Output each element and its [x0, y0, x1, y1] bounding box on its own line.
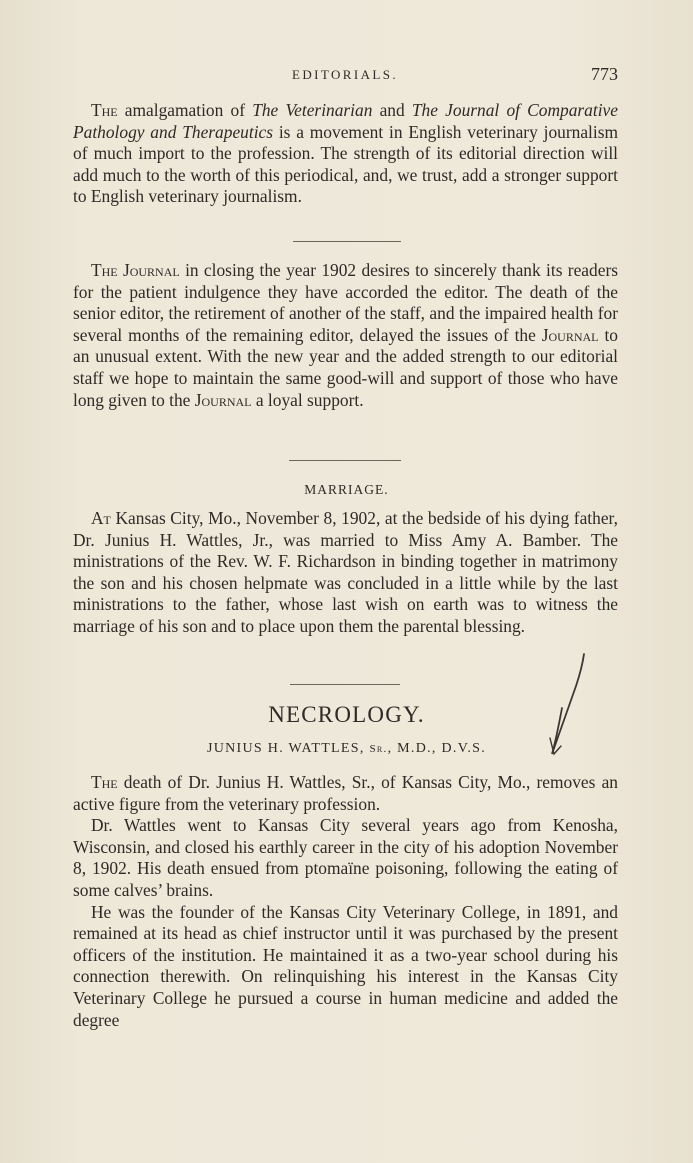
page-number: 773	[591, 64, 618, 84]
marriage-notice: At Kansas City, Mo., November 8, 1902, at the bedside of his dying father, Dr. Junius H. Wattles, Jr., was married to Miss Amy A. Bamber. The ministrations of the Rev. W. F. Richardson in binding together in matrimony the son and his chosen helpmate was concluded in a little while by the last ministrations to the father, whose last wish on earth was to witness the marriage of his son and to place upon them the parental blessing.	[73, 508, 618, 636]
journal-title-comparative-pathology: The Journal of Comparative Pathology and Therapeutics	[73, 100, 618, 142]
editorial-paragraph-amalgamation: The amalgamation of The Veterinarian and The Journal of Comparative Pathology and Therapeutics is a movement in English veterinary journalism of much import to the profession. The strength of its editorial direction will add much to the worth of this periodical, and, we trust, add a stronger support to English veterinary journalism.	[73, 100, 618, 207]
editorial-paragraph-year-closing: The Journal in closing the year 1902 desires to sincerely thank its readers for the patient indulgence they have accorded the editor. The death of the senior editor, the retirement of another of the staff, and the impaired health for several months of the remaining editor, delayed the issues of the Journal to an unusual extent. With the new year and the added strength to our editorial staff we hope to maintain the same good-will and support of those who have long given to the Journal a loyal support.	[73, 260, 619, 410]
handwritten-check-mark-icon	[540, 650, 590, 760]
section-divider	[290, 684, 400, 685]
marriage-heading: MARRIAGE.	[304, 482, 389, 497]
journal-title-veterinarian: The Veterinarian	[252, 100, 373, 120]
obituary-paragraph: The death of Dr. Junius H. Wattles, Sr., of Kansas City, Mo., removes an active figure from the veterinary profession.	[73, 772, 618, 814]
lead-word: The	[91, 772, 118, 792]
running-title: EDITORIALS.	[292, 67, 398, 82]
running-head	[0, 64, 693, 86]
lead-word: The	[91, 100, 118, 120]
obituary-text	[73, 772, 618, 1031]
lead-word: At	[91, 508, 111, 528]
obituary-subheading: JUNIUS H. WATTLES, Sr., M.D., D.V.S.	[206, 741, 487, 756]
obituary-paragraph: He was the founder of the Kansas City Veterinary College, in 1891, and remained at its head as chief instructor until it was purchased by the present officers of the institution. He maintained it as a two-year school during his connection therewith. On relinquishing his interest in the Kansas City Veterinary College he pursued a course in human medicine and added the degree	[73, 901, 618, 1030]
necrology-heading: NECROLOGY.	[268, 702, 425, 727]
section-divider	[293, 241, 401, 242]
obituary-paragraph: Dr. Wattles went to Kansas City several years ago from Kenosha, Wisconsin, and closed his earthly career in the city of his adoption November 8, 1902. His death ensued from ptomaïne poisoning, following the eating of some calves’ brains.	[73, 815, 618, 900]
section-divider	[289, 460, 401, 461]
lead-word: The Journal	[91, 260, 180, 280]
